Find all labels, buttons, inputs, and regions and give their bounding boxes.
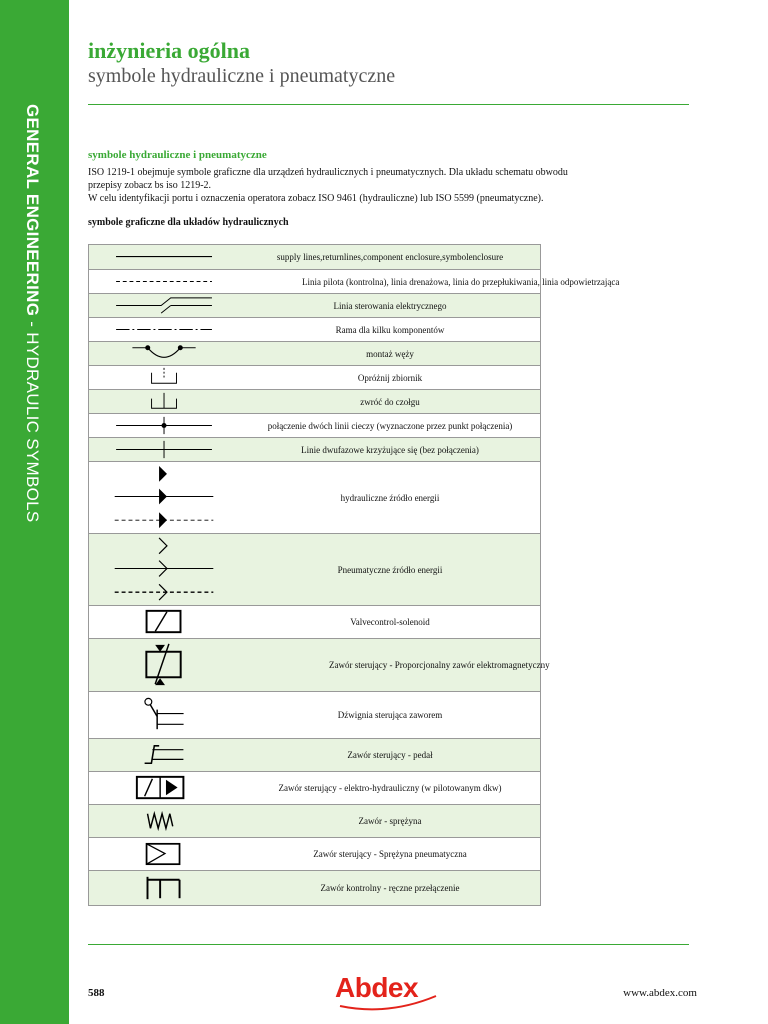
symbol-description: montaż węży xyxy=(366,348,414,359)
symbol-description: hydrauliczne źródło energii xyxy=(340,492,440,503)
proportional-solenoid-icon xyxy=(89,639,240,691)
intro-paragraph xyxy=(88,166,648,205)
table-row xyxy=(89,462,540,534)
symbol-description: Zawór sterujący - Proporcjonalny zawór elektromagnetyczny xyxy=(329,660,550,670)
table-row xyxy=(89,692,540,739)
table-heading: symbole graficzne dla układów hydraulicznych xyxy=(88,217,289,228)
sidebar-section-label xyxy=(22,104,42,523)
return-tank-icon xyxy=(89,390,240,413)
symbol-description: Dźwignia sterująca zaworem xyxy=(337,710,443,720)
table-row xyxy=(89,270,620,294)
table-row xyxy=(89,639,550,692)
symbol-description: Rama dla kilku komponentów xyxy=(335,324,445,335)
website-link[interactable]: www.abdex.com xyxy=(623,987,697,999)
brand-logo[interactable]: Abdex xyxy=(335,972,419,1003)
symbol-description: Valvecontrol-solenoid xyxy=(350,617,430,627)
page-subtitle: symbole hydrauliczne i pneumatyczne xyxy=(88,65,396,87)
intro-line: ISO 1219-1 obejmuje symbole graficzne dla urządzeń hydraulicznych i pneumatycznych. Dla układu schematu obwodu xyxy=(88,167,568,178)
crossing-lines-icon xyxy=(89,438,240,461)
footer-divider xyxy=(88,944,689,945)
table-row xyxy=(89,366,540,390)
symbol-table xyxy=(88,244,620,906)
table-row xyxy=(89,838,540,871)
sidebar-category: GENERAL ENGINEERING xyxy=(23,104,42,317)
symbol-description: supply lines,returnlines,component enclosure,symbolenclosure xyxy=(276,252,504,262)
solid-line-icon xyxy=(89,245,240,269)
spring-icon xyxy=(89,805,240,837)
symbol-description: Opróżnij zbiornik xyxy=(357,372,423,383)
section-heading: symbole hydrauliczne i pneumatyczne xyxy=(88,149,267,161)
symbol-description: Linie dwufazowe krzyżujące się (bez połączenia) xyxy=(301,444,479,455)
table-row xyxy=(89,534,540,606)
symbol-description: Zawór sterujący - Sprężyna pneumatyczna xyxy=(313,849,467,859)
table-row xyxy=(89,414,540,438)
table-row xyxy=(89,606,540,639)
table-row xyxy=(89,294,540,318)
intro-line: przepisy zobacz bs iso 1219-2. xyxy=(88,180,212,191)
symbol-description: Zawór sterujący - elektro-hydrauliczny (w pilotowanym dkw) xyxy=(278,783,502,793)
symbol-description: Zawór kontrolny - ręczne przełączenie xyxy=(320,883,460,893)
dash-dot-enclosure-line-icon xyxy=(89,318,240,341)
electric-control-line-icon xyxy=(89,294,240,317)
manual-override-icon xyxy=(89,871,240,905)
header-divider xyxy=(88,104,689,105)
table-row xyxy=(89,805,540,838)
symbol-description: Linia sterowania elektrycznego xyxy=(333,300,447,311)
solenoid-icon xyxy=(89,606,240,638)
table-row xyxy=(89,739,540,772)
hydraulic-energy-source-icon xyxy=(89,462,240,533)
empty-tank-icon xyxy=(89,366,240,389)
page-title: inżynieria ogólna xyxy=(88,38,250,63)
pneumatic-energy-source-icon xyxy=(89,534,240,605)
dashed-line-icon xyxy=(89,270,240,293)
pneumatic-spring-icon xyxy=(89,838,240,870)
hose-assembly-icon xyxy=(89,342,240,365)
pedal-control-icon xyxy=(89,739,240,771)
symbol-description: Linia pilota (kontrolna), linia drenażowa, linia do przepłukiwania, linia odpowietrzająca xyxy=(302,276,620,287)
page-number: 588 xyxy=(88,987,105,999)
sidebar-separator: - xyxy=(23,316,42,333)
lever-control-icon xyxy=(89,692,240,738)
table-row xyxy=(89,342,540,366)
sidebar-topic: HYDRAULIC SYMBOLS xyxy=(23,332,42,523)
table-row xyxy=(89,390,540,414)
table-row xyxy=(89,438,540,462)
symbol-description: zwróć do czołgu xyxy=(360,396,420,407)
intro-line: W celu identyfikacji portu i oznaczenia operatora zobacz ISO 9461 (hydrauliczne) lub ISO 5599 (pneumatyczne). xyxy=(88,193,544,204)
symbol-description: Pneumatyczne źródło energii xyxy=(337,564,443,575)
symbol-description: połączenie dwóch linii cieczy (wyznaczone przez punkt połączenia) xyxy=(267,420,513,431)
connected-lines-dot-icon xyxy=(89,414,240,437)
table-row xyxy=(89,245,540,270)
table-row xyxy=(89,871,540,906)
table-row xyxy=(89,318,540,342)
sidebar xyxy=(0,0,69,1024)
table-row xyxy=(89,772,540,805)
symbol-description: Zawór - sprężyna xyxy=(358,816,422,826)
electro-hydraulic-pilot-icon xyxy=(89,772,240,804)
symbol-description: Zawór sterujący - pedał xyxy=(347,750,433,760)
